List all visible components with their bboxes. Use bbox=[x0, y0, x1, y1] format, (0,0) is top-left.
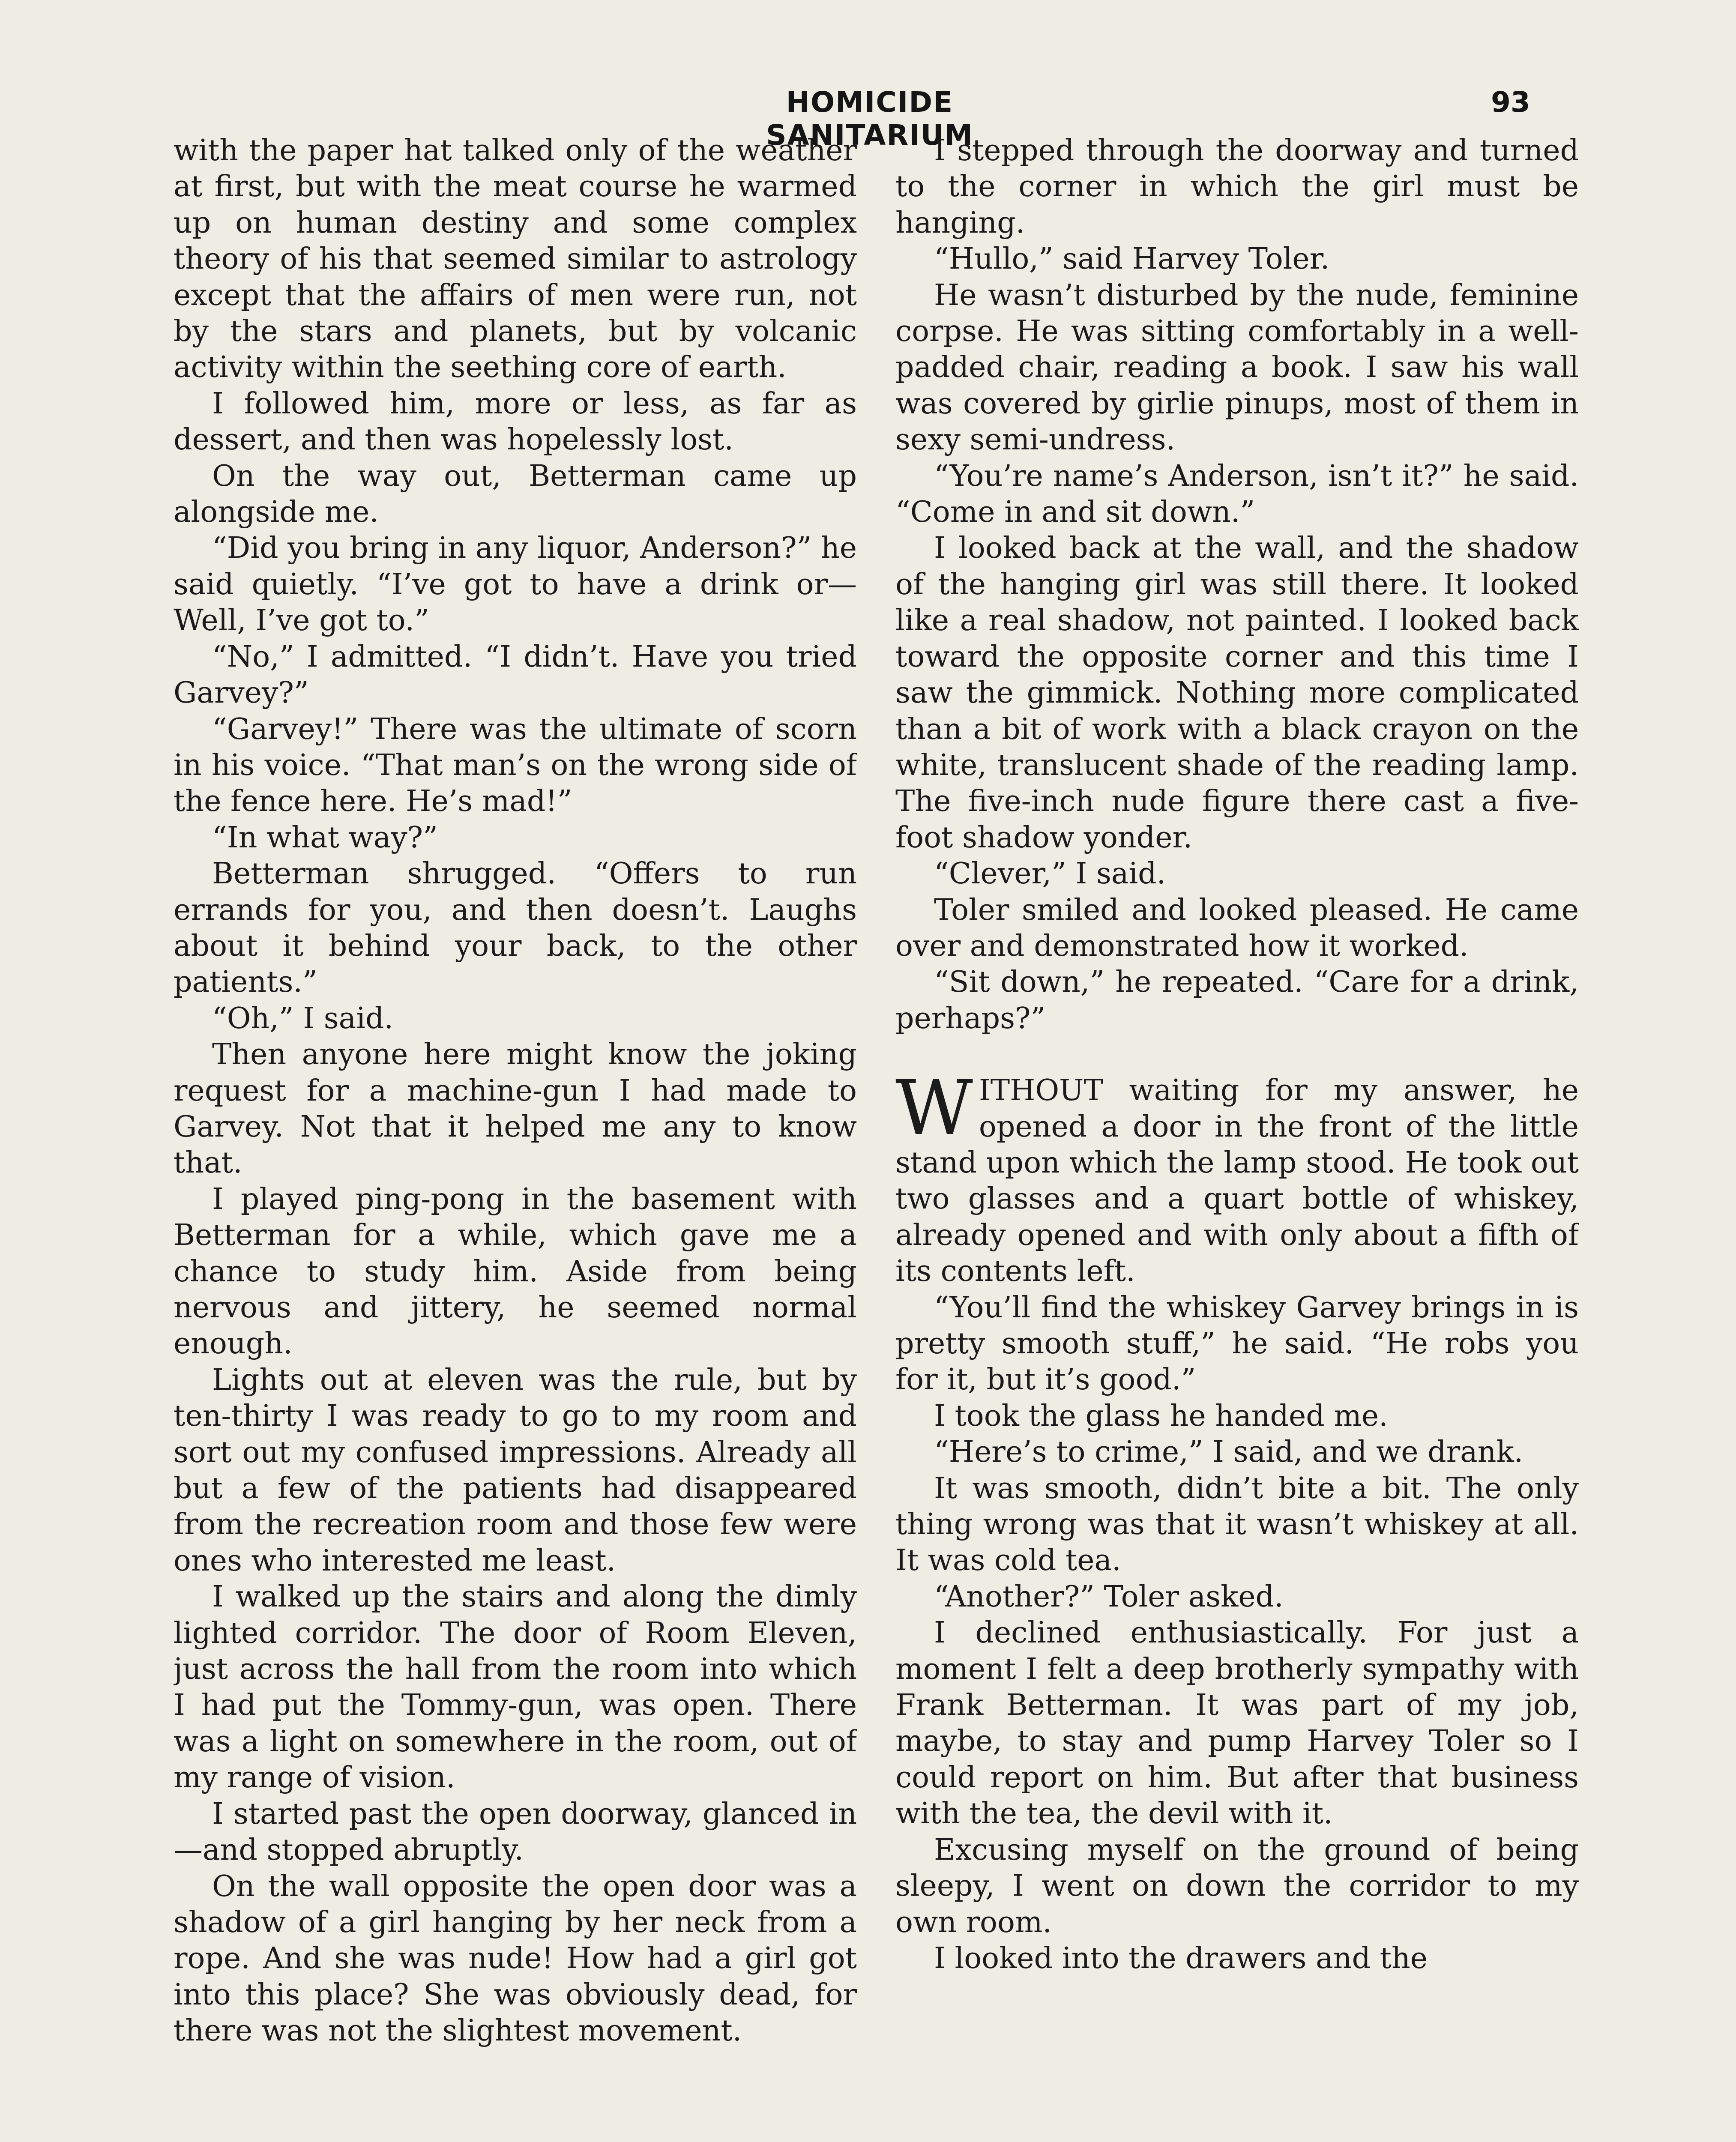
paragraph: “You’re name’s Anderson, isn’t it?” he said. “Come in and sit down.” bbox=[895, 459, 1579, 530]
paragraph: “Oh,” I said. bbox=[212, 1001, 394, 1035]
paragraph: It was smooth, didn’t bite a bit. The only thing wrong was that it wasn’t whiskey at all. It was cold tea. bbox=[895, 1471, 1579, 1578]
paragraph: I took the glass he handed me. bbox=[934, 1399, 1388, 1433]
paragraph: Excusing myself on the ground of being sleepy, I went on down the corridor to my own room. bbox=[895, 1833, 1579, 1939]
right-column bbox=[895, 133, 1579, 2142]
drop-cap: W bbox=[895, 1064, 973, 1152]
page-number: 93 bbox=[1491, 86, 1530, 119]
paragraph: “Here’s to crime,” I said, and we drank. bbox=[934, 1435, 1523, 1469]
paragraph: “No,” I admitted. “I didn’t. Have you tried Garvey?” bbox=[174, 640, 857, 710]
paragraph: I played ping-pong in the basement with Betterman for a while, which gave me a chance to study him. Aside from being nervous and jittery, he seemed normal enough. bbox=[174, 1182, 857, 1361]
paragraph: “Clever,” I said. bbox=[934, 857, 1166, 891]
paragraph: “You’ll find the whiskey Garvey brings in is pretty smooth stuff,” he said. “He robs you for it, but it’s good.” bbox=[895, 1290, 1579, 1397]
paragraph: On the wall opposite the open door was a shadow of a girl hanging by her neck from a rope. And she was nude! How had a girl got into this place? She was obviously dead, for there was not the slightest movement. bbox=[174, 1869, 857, 2048]
paragraph: Toler smiled and looked pleased. He came over and demonstrated how it worked. bbox=[895, 893, 1579, 963]
paragraph: “In what way?” bbox=[212, 820, 438, 855]
drop-cap-paragraph-text: ITHOUT waiting for my answer, he opened a door in the front of the little stand upon which the lamp stood. He took out two glasses and a quart bottle of whiskey, already opened and with only about a fifth of its contents left. bbox=[895, 1074, 1579, 1289]
drop-cap-paragraph bbox=[895, 1064, 1579, 1289]
paragraph: I looked into the drawers and the bbox=[934, 1941, 1428, 1975]
paragraph: with the paper hat talked only of the weather at first, but with the meat course he warmed up on human destiny and some complex theory of his that seemed similar to astrology except that the affairs of men were run, not by the stars and planets, but by volcanic activity within the seething core of earth. bbox=[174, 134, 857, 385]
paragraph: Betterman shrugged. “Offers to run errands for you, and then doesn’t. Laughs about it behind your back, to the other patients.” bbox=[174, 857, 857, 999]
paragraph: Lights out at eleven was the rule, but by ten-thirty I was ready to go to my room and sort out my confused impressions. Already all but a few of the patients had disappeared from the recreation room and those few were ones who interested me least. bbox=[174, 1363, 857, 1578]
paragraph: I started past the open doorway, glanced in—and stopped abruptly. bbox=[174, 1797, 857, 1867]
paragraph: “Sit down,” he repeated. “Care for a drink, perhaps?” bbox=[895, 965, 1579, 1035]
paragraph: He wasn’t disturbed by the nude, feminine corpse. He was sitting comfortably in a well-padded chair, reading a book. I saw his wall was covered by girlie pinups, most of them in sexy semi-undress. bbox=[895, 278, 1579, 457]
left-column bbox=[174, 133, 857, 2142]
page-header bbox=[0, 86, 1736, 152]
paragraph: Then anyone here might know the joking request for a machine-gun I had made to Garvey. Not that it helped me any to know that. bbox=[174, 1038, 857, 1180]
paragraph: “Another?” Toler asked. bbox=[934, 1580, 1284, 1614]
paragraph: I walked up the stairs and along the dimly lighted corridor. The door of Room Eleven, just across the hall from the room into which I had put the Tommy-gun, was open. There was a light on somewhere in the room, out of my range of vision. bbox=[174, 1580, 857, 1795]
paragraph: I looked back at the wall, and the shadow of the hanging girl was still there. It looked like a real shadow, not painted. I looked back toward the opposite corner and this time I saw the gimmick. Nothing more complicated than a bit of work with a black crayon on the white, translucent shade of the reading lamp. The five-inch nude figure there cast a five-foot shadow yonder. bbox=[895, 531, 1579, 855]
paragraph: I stepped through the doorway and turned to the corner in which the girl must be hanging. bbox=[895, 134, 1579, 240]
paragraph: I declined enthusiastically. For just a moment I felt a deep brotherly sympathy with Frank Betterman. It was part of my job, maybe, to stay and pump Harvey Toler so I could report on him. But after that business with the tea, the devil with it. bbox=[895, 1616, 1579, 1831]
paragraph: On the way out, Betterman came up alongside me. bbox=[174, 459, 857, 530]
paragraph: I followed him, more or less, as far as dessert, and then was hopelessly lost. bbox=[174, 386, 857, 457]
running-head: HOMICIDE SANITARIUM bbox=[766, 86, 974, 152]
paragraph: “Hullo,” said Harvey Toler. bbox=[934, 242, 1330, 276]
paragraph: “Garvey!” There was the ultimate of scorn in his voice. “That man’s on the wrong side of the fence here. He’s mad!” bbox=[174, 712, 857, 819]
paragraph: “Did you bring in any liquor, Anderson?” he said quietly. “I’ve got to have a drink or—Well, I’ve got to.” bbox=[174, 531, 857, 638]
